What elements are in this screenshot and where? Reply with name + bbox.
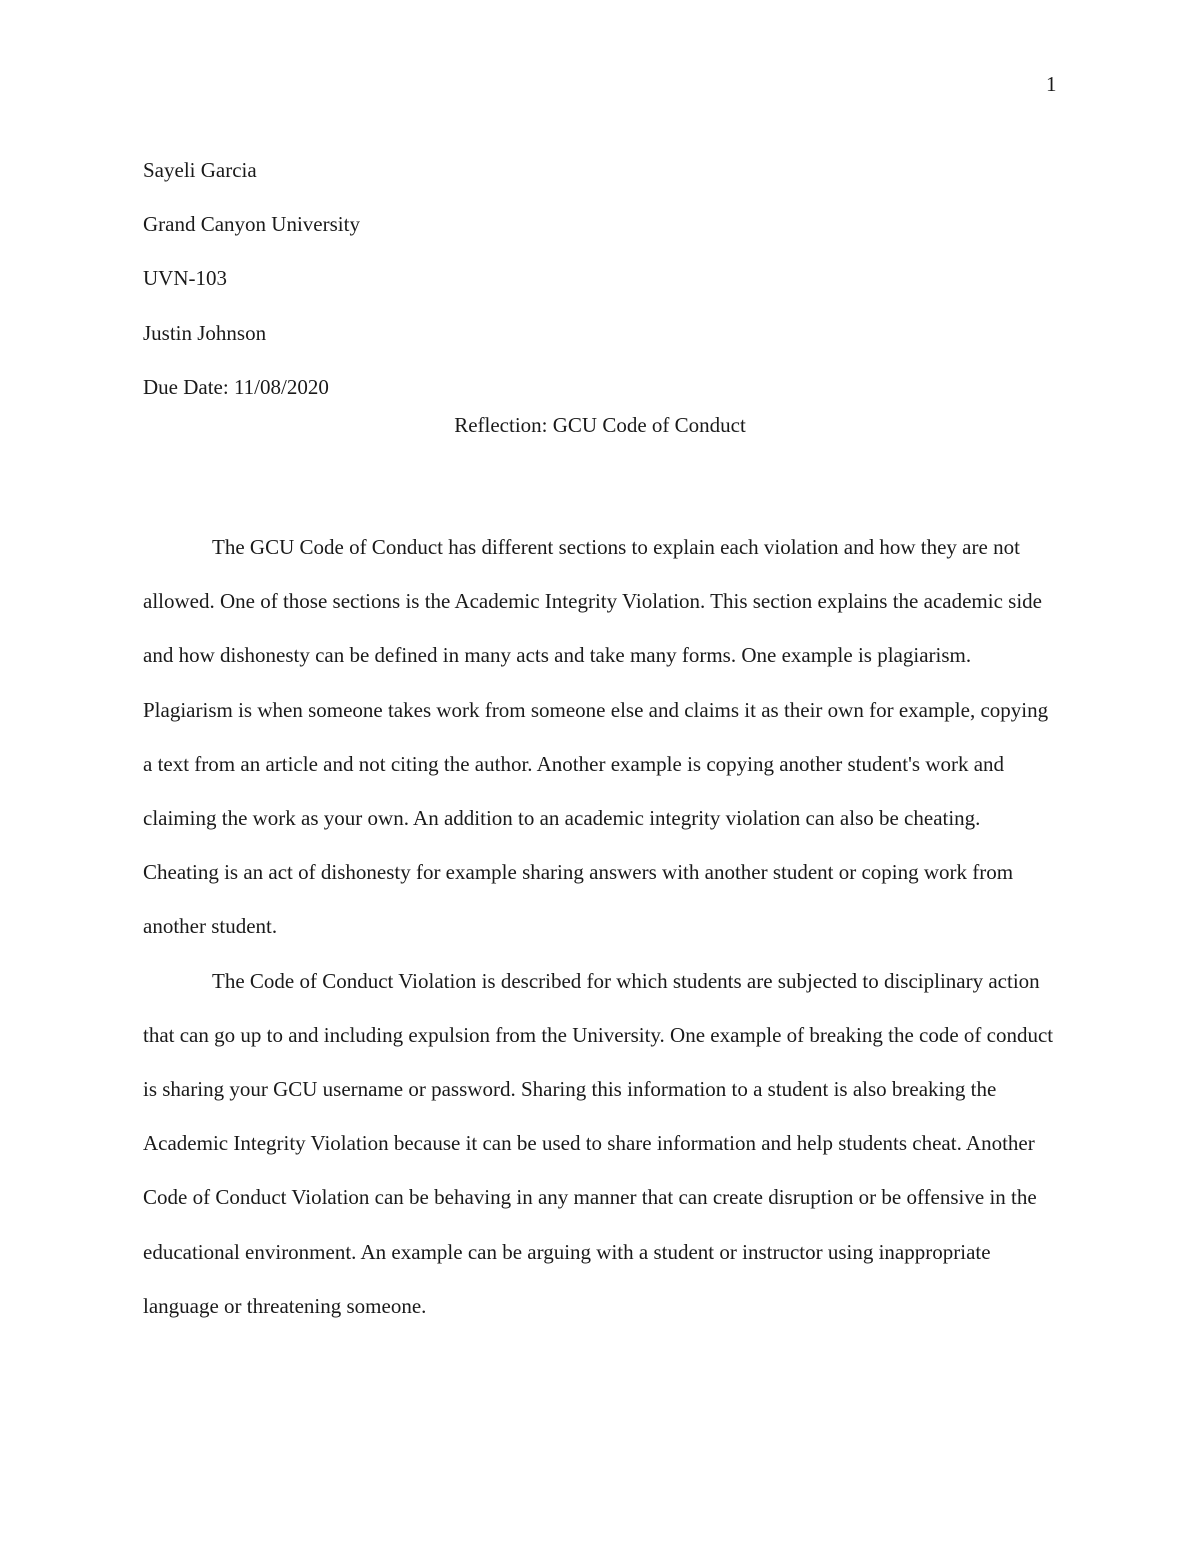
paragraph-2: The Code of Conduct Violation is described for which students are subjected to disciplinary action that can go up to and including expulsion from the University. One example of breaking the code of conduct is sharing your GCU username or password. Sharing this information to a student is also breaking the Academic Integrity Violation because it can be used to share information and help students cheat. Another Code of Conduct Violation can be behaving in any manner that can create disruption or be offensive in the educational environment. An example can be arguing with a student or instructor using inappropriate language or threatening someone. xyxy=(143,968,1054,1318)
document-title: Reflection: GCU Code of Conduct xyxy=(454,413,746,437)
course-code: UVN-103 xyxy=(143,266,227,291)
due-date: Due Date: 11/08/2020 xyxy=(143,374,329,399)
author-name: Sayeli Garcia xyxy=(143,158,257,182)
body-text xyxy=(143,520,1058,1333)
institution-name: Grand Canyon University xyxy=(143,212,360,237)
instructor-name: Justin Johnson xyxy=(143,320,267,345)
paragraph-1: The GCU Code of Conduct has different sections to explain each violation and how they are not allowed. One of those sections is the Academic Integrity Violation. This section explains the academic side and how dishonesty can be defined in many acts and take many forms. One example is plagiarism. Plagiarism is when someone takes work from someone else and claims it as their own for example, copying a text from an article and not citing the author. Another example is copying another student's work and claiming the work as your own. An addition to an academic integrity violation can also be cheating. Cheating is an act of dishonesty for example sharing answers with another student or coping work from another student. xyxy=(143,535,1049,939)
page-number: 1 xyxy=(1046,72,1057,96)
header-block xyxy=(143,143,1063,414)
